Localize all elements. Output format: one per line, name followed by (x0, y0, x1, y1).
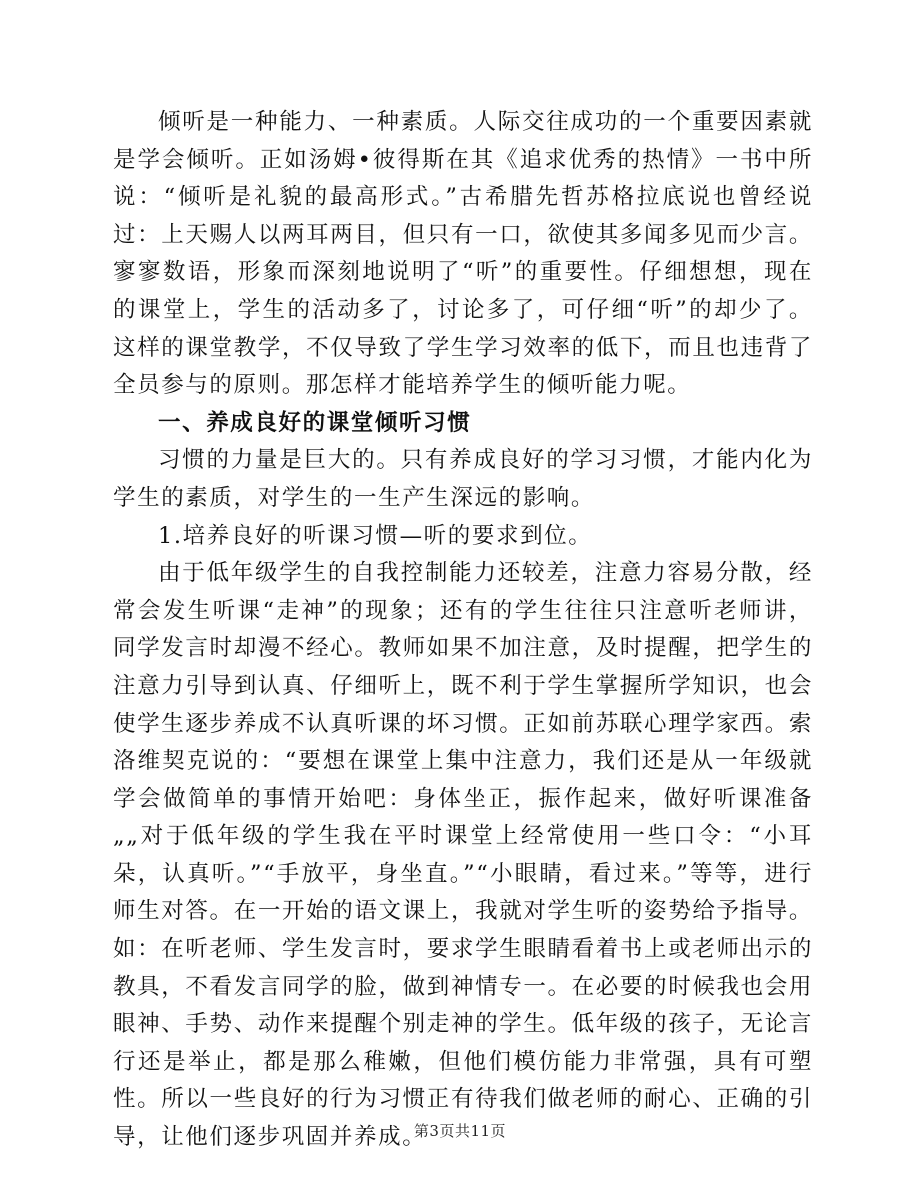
section-heading-1: 一、养成良好的课堂倾听习惯 (158, 409, 472, 436)
subheading-1: 1.培养良好的听课习惯—听的要求到位。 (158, 522, 593, 549)
page-number: 第3页共11页 (413, 1122, 507, 1140)
paragraph-body: 由于低年级学生的自我控制能力还较差，注意力容易分散，经常会发生听课“走神”的现象；还有的学生往往只注意听老师讲，同学发言时却漫不经心。教师如果不加注意，及时提醒，把学生的注意力引导到认真、仔细听上，既不利于学生掌握所学知识，也会使学生逐步养成不认真听课的坏习惯。正如前苏联心理学家西。索洛维契克说的：“要想在课堂上集中注意力，我们还是从一年级就学会做简单的事情开始吧：身体坐正，振作起来，做好听课准备„„对于低年级的学生我在平时课堂上经常使用一些口令：“小耳朵，认真听。”“手放平，身坐直。”“小眼睛，看过来。”等等，进行师生对答。在一开始的语文课上，我就对学生听的姿势给予指导。如：在听老师、学生发言时，要求学生眼睛看着书上或老师出示的教具，不看发言同学的脸，做到神情专一。在必要的时候我也会用眼神、手势、动作来提醒个别走神的学生。低年级的孩子，无论言行还是举止，都是那么稚嫩，但他们模仿能力非常强，具有可塑性。所以一些良好的行为习惯正有待我们做老师的耐心、正确的引导，让他们逐步巩固并养成。 (113, 560, 813, 1151)
document-body (113, 104, 813, 1157)
paragraph-intro: 倾听是一种能力、一种素质。人际交往成功的一个重要因素就是学会倾听。正如汤姆•彼得斯在其《追求优秀的热情》一书中所说：“倾听是礼貌的最高形式。”古希腊先哲苏格拉底说也曾经说过：上天赐人以两耳两目，但只有一口，欲使其多闻多见而少言。寥寥数语，形象而深刻地说明了“听”的重要性。仔细想想，现在的课堂上，学生的活动多了，讨论多了，可仔细“听”的却少了。这样的课堂教学，不仅导致了学生学习效率的低下，而且也违背了全员参与的原则。那怎样才能培养学生的倾听能力呢。 (113, 109, 813, 399)
paragraph-habit: 习惯的力量是巨大的。只有养成良好的学习习惯，才能内化为学生的素质，对学生的一生产生深远的影响。 (113, 447, 813, 511)
